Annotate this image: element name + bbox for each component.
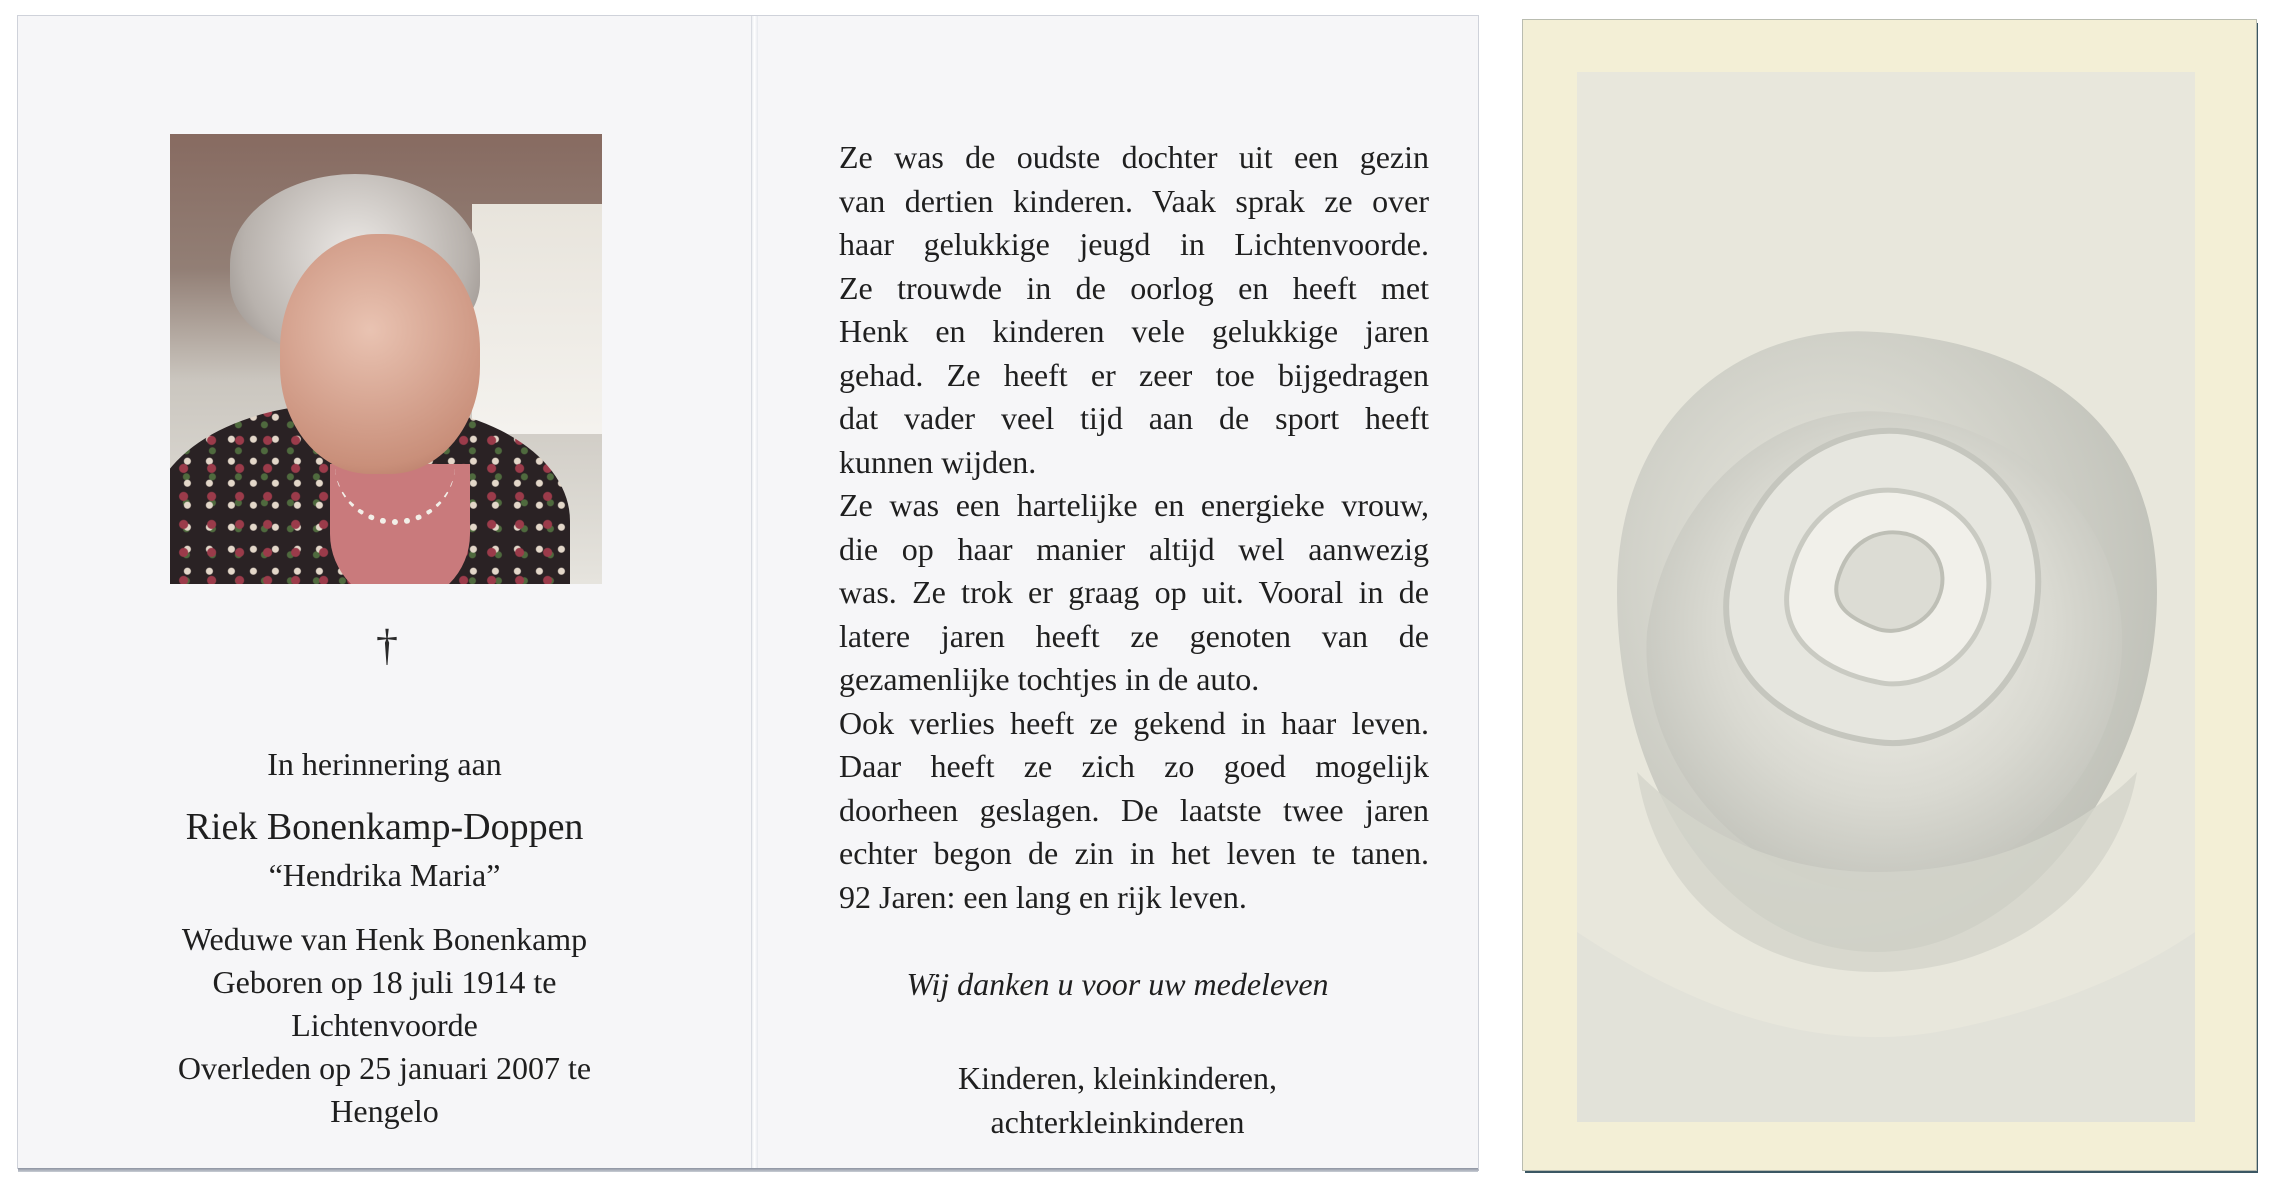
detail-line: Geboren op 18 juli 1914 te bbox=[212, 964, 557, 1000]
biography-text bbox=[839, 136, 1429, 919]
signoff-line: achterkleinkinderen bbox=[990, 1104, 1245, 1140]
middle-panel bbox=[757, 16, 1478, 1168]
biography-line: van dertien kinderen. Vaak sprak ze over bbox=[839, 182, 1429, 219]
left-panel bbox=[18, 16, 751, 1168]
rose-icon bbox=[1577, 72, 2195, 1122]
biography-line: echter begon de zin in het leven te tanen. bbox=[839, 835, 1429, 871]
biography-line: Ze was de oudste dochter uit een gezin bbox=[839, 139, 1429, 175]
biography-line: Ze was een hartelijke en energieke vrouw, bbox=[839, 487, 1429, 523]
full-given-names: “Hendrika Maria” bbox=[268, 857, 501, 893]
cross-icon: † bbox=[376, 621, 398, 670]
portrait-photo bbox=[170, 134, 602, 584]
biography-line: Henk en kinderen vele gelukkige jaren bbox=[839, 313, 1429, 349]
detail-line: Hengelo bbox=[330, 1093, 439, 1129]
biography-line: gezamenlijke tochtjes in de auto. bbox=[839, 661, 1260, 697]
biography-line: Ze trouwde in de oorlog en heeft met bbox=[839, 269, 1429, 306]
card-edge bbox=[18, 1168, 1478, 1172]
biography-line: dat vader veel tijd aan de sport heeft bbox=[839, 400, 1429, 436]
rose-frame bbox=[1577, 72, 2195, 1122]
thanks-text: Wij danken u voor uw medeleven bbox=[906, 966, 1329, 1002]
memorial-card-back bbox=[1523, 20, 2256, 1170]
deceased-name: Riek Bonenkamp-Doppen bbox=[185, 806, 584, 848]
intro-text: In herinnering aan bbox=[267, 746, 502, 782]
biography-line: Daar heeft ze zich zo goed mogelijk bbox=[839, 748, 1429, 784]
life-details bbox=[18, 918, 751, 1133]
biography-line: die op haar manier altijd wel aanwezig bbox=[839, 530, 1429, 567]
biography-line: gehad. Ze heeft er zeer toe bijgedragen bbox=[839, 356, 1429, 393]
biography-line: haar gelukkige jeugd in Lichtenvoorde. bbox=[839, 226, 1429, 262]
detail-line: Overleden op 25 januari 2007 te bbox=[177, 1050, 592, 1086]
detail-line: Weduwe van Henk Bonenkamp bbox=[181, 921, 588, 957]
biography-line: 92 Jaren: een lang en rijk leven. bbox=[839, 878, 1247, 915]
signoff-line: Kinderen, kleinkinderen, bbox=[958, 1060, 1277, 1096]
biography-line: was. Ze trok er graag op uit. Vooral in de bbox=[839, 574, 1429, 610]
detail-line: Lichtenvoorde bbox=[291, 1007, 478, 1043]
biography-line: latere jaren heeft ze genoten van de bbox=[839, 617, 1429, 654]
memorial-card-inside bbox=[18, 16, 1478, 1168]
signoff bbox=[757, 1056, 1478, 1144]
biography-line: kunnen wijden. bbox=[839, 443, 1037, 480]
face bbox=[280, 234, 480, 474]
biography-line: Ook verlies heeft ze gekend in haar leven. bbox=[839, 704, 1429, 741]
biography-line: doorheen geslagen. De laatste twee jaren bbox=[839, 791, 1429, 828]
